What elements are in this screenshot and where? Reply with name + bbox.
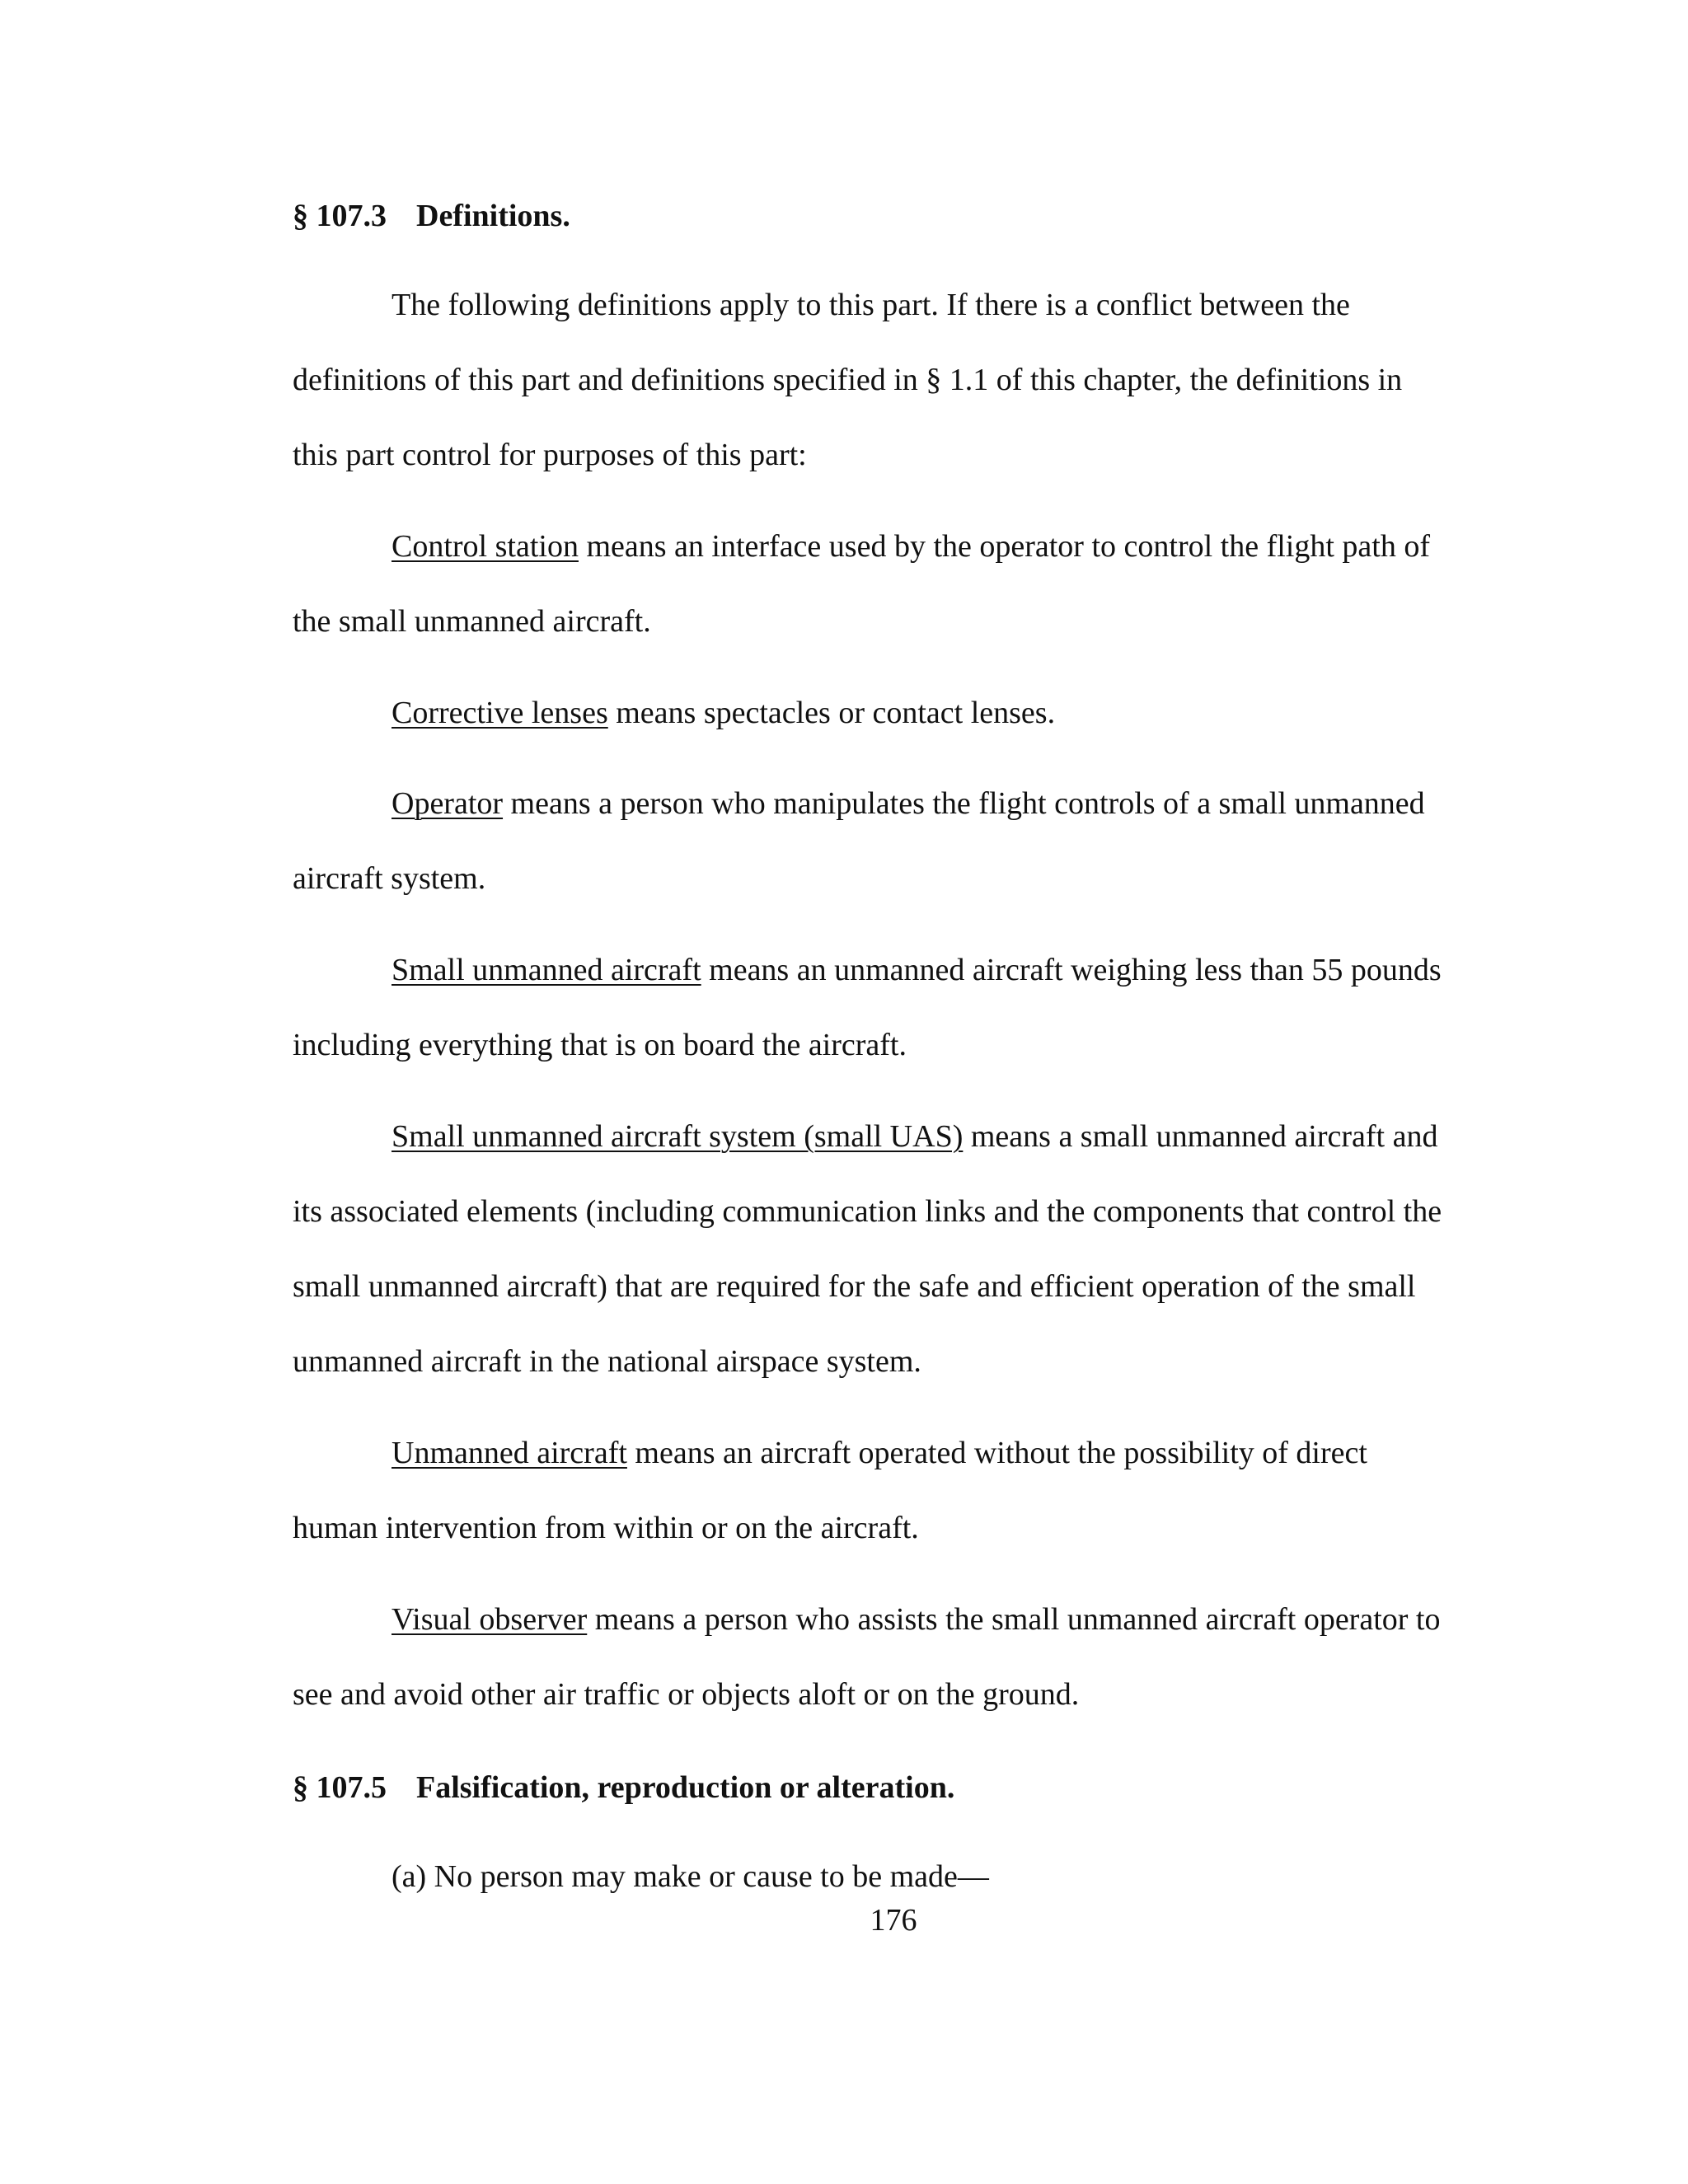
- page-number: 176: [870, 1903, 917, 1938]
- definition-unmanned-aircraft: Unmanned aircraft means an aircraft operated without the possibility of direct human intervention from within or on the aircraft.: [293, 1436, 1367, 1545]
- defined-term: Corrective lenses: [392, 696, 608, 730]
- intro-line-3: this part control for purposes of this part:: [293, 438, 807, 472]
- defined-term: Operator: [392, 786, 504, 821]
- definition-corrective-lenses: Corrective lenses means spectacles or contact lenses.: [392, 696, 1056, 730]
- intro-paragraph: [293, 268, 1512, 493]
- intro-line-2: definitions of this part and definitions specified in § 1.1 of this chapter, the definitions in: [293, 363, 1403, 397]
- section-heading-107-3: [293, 196, 570, 236]
- definition-control-station: Control station means an interface used by the operator to control the flight path of the small unmanned aircraft.: [293, 529, 1430, 639]
- defined-term: Visual observer: [392, 1602, 588, 1637]
- defined-term: Unmanned aircraft: [392, 1436, 627, 1470]
- definition-small-uas: Small unmanned aircraft system (small UAS) means a small unmanned aircraft and its associated elements (including communication links and the components that control the small unmanned aircraft) that are required for the safe and efficient operation of the small unmanned aircraft in the national airspace system.: [293, 1119, 1442, 1379]
- definition-operator: Operator means a person who manipulates the flight controls of a small unmanned aircraft system.: [293, 786, 1425, 896]
- section-heading-107-5: [293, 1768, 954, 1807]
- definition-visual-observer: Visual observer means a person who assists the small unmanned aircraft operator to see and avoid other air traffic or objects aloft or on the ground.: [293, 1602, 1441, 1712]
- defined-term: Small unmanned aircraft: [392, 953, 701, 987]
- section-number: § 107.3: [293, 199, 387, 233]
- paragraph-a: (a) No person may make or cause to be made—: [392, 1859, 989, 1894]
- section-title: Definitions.: [416, 199, 570, 233]
- defined-term: Small unmanned aircraft system (small UAS): [392, 1119, 964, 1154]
- section-title: Falsification, reproduction or alteration.: [416, 1770, 955, 1805]
- section-number: § 107.5: [293, 1770, 387, 1805]
- intro-line-1: The following definitions apply to this part. If there is a conflict between the: [392, 288, 1350, 322]
- definition-small-unmanned-aircraft: Small unmanned aircraft means an unmanned aircraft weighing less than 55 pounds including everything that is on board the aircraft.: [293, 953, 1442, 1062]
- defined-term: Control station: [392, 529, 579, 564]
